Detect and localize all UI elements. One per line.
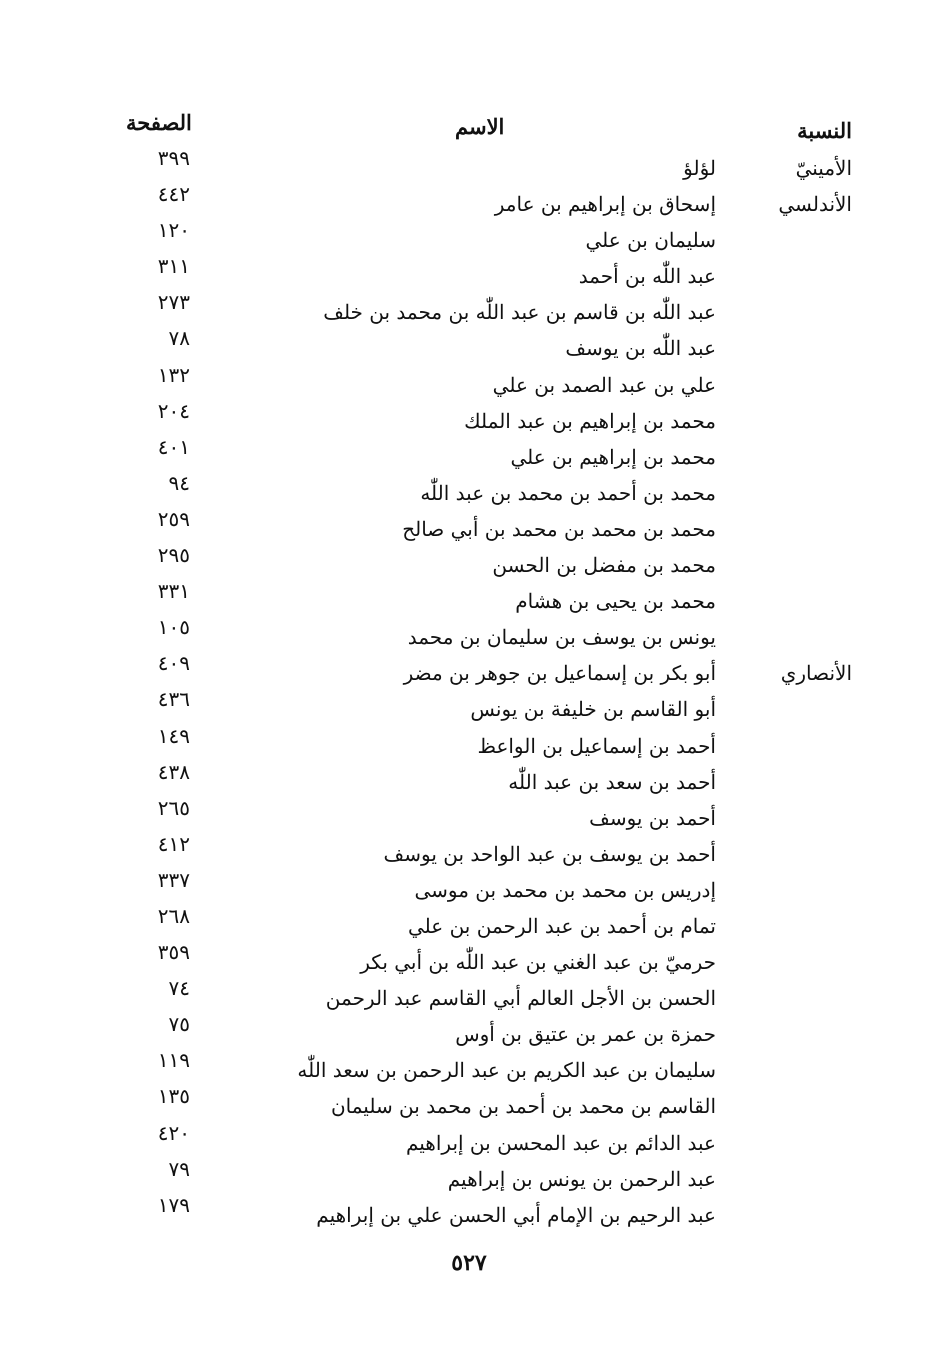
row-page: ٧٥ (168, 1012, 190, 1037)
table-row (0, 579, 938, 615)
row-name: أحمد بن يوسف (589, 805, 716, 830)
row-nisba: الأنصاري (780, 661, 852, 686)
table-row (0, 218, 938, 254)
row-page: ٤٤٢ (157, 182, 190, 207)
table-row (0, 940, 938, 976)
row-name: محمد بن إبراهيم بن عبد الملك (464, 408, 716, 433)
row-name: القاسم بن محمد بن أحمد بن محمد بن سليمان (330, 1094, 716, 1119)
table-row (0, 326, 938, 362)
row-name: عبد الرحمن بن يونس بن إبراهيم (447, 1166, 716, 1191)
row-name: الحسن بن الأجل العالم أبي القاسم عبد الرحمن (325, 986, 716, 1011)
table-row (0, 1193, 938, 1229)
row-page: ٢٦٥ (157, 795, 190, 820)
row-page: ٢٠٤ (157, 398, 190, 423)
header-page: الصفحة (126, 110, 192, 135)
row-name: محمد بن محمد بن محمد بن أبي صالح (402, 516, 716, 541)
row-page: ١٣٢ (157, 362, 190, 387)
row-page: ٤٢٠ (157, 1120, 190, 1145)
row-page: ٣٣١ (157, 579, 190, 604)
table-row (0, 1121, 938, 1157)
table-row (0, 868, 938, 904)
row-page: ١٧٩ (157, 1192, 190, 1217)
row-name: حرميّ بن عبد الغني بن عبد اللّٰه بن أبي بكر (360, 950, 716, 975)
row-page: ٢٩٥ (157, 543, 190, 568)
row-nisba: الأندلسي (778, 192, 852, 217)
table-row (0, 1084, 938, 1120)
row-page: ٣٣٧ (157, 867, 190, 892)
row-page: ٣٩٩ (157, 146, 190, 170)
row-nisba: الأمينيّ (795, 156, 852, 180)
row-page: ١٤٩ (157, 723, 190, 748)
row-name: أحمد بن إسماعيل بن الواعظ (477, 733, 716, 758)
table-row (0, 471, 938, 507)
table-row (0, 724, 938, 760)
table-row (0, 760, 938, 796)
row-page: ٧٩ (168, 1156, 190, 1181)
table-row (0, 904, 938, 940)
row-page: ٤٠١ (157, 434, 190, 459)
row-name: عبد اللّٰه بن يوسف (565, 336, 716, 361)
row-page: ١٣٥ (157, 1084, 190, 1109)
row-name: تمام بن أحمد بن عبد الرحمن بن علي (408, 913, 716, 938)
row-name: أحمد بن سعد بن عبد اللّٰه (508, 769, 716, 794)
row-name: علي بن عبد الصمد بن علي (492, 372, 716, 397)
row-page: ٤٣٨ (157, 759, 190, 784)
row-page: ١٢٠ (157, 218, 190, 243)
table-row (0, 254, 938, 290)
row-page: ٤٠٩ (157, 651, 190, 676)
table-row (0, 290, 938, 326)
row-name: محمد بن إبراهيم بن علي (510, 444, 716, 469)
table-row (0, 1012, 938, 1048)
table-row (0, 507, 938, 543)
table-row (0, 1157, 938, 1193)
table-row (0, 832, 938, 868)
table-row (0, 435, 938, 471)
table-row (0, 363, 938, 399)
header-nisba: النسبة (797, 118, 852, 143)
row-name: عبد اللّٰه بن أحمد (578, 264, 716, 289)
row-page: ٢٧٣ (157, 290, 190, 315)
row-page: ١٠٥ (157, 615, 190, 640)
row-name: عبد اللّٰه بن قاسم بن عبد اللّٰه بن محمد بن خلف (323, 300, 716, 325)
row-page: ٤٣٦ (157, 687, 190, 712)
row-name: عبد الدائم بن عبد المحسن بن إبراهيم (405, 1130, 716, 1155)
table-row (0, 399, 938, 435)
row-name: أبو بكر بن إسماعيل بن جوهر بن مضر (403, 661, 716, 686)
header-name: الاسم (455, 114, 505, 139)
row-page: ٧٨ (168, 326, 190, 351)
row-page: ٩٤ (168, 470, 190, 495)
row-name: محمد بن يحيى بن هشام (515, 589, 716, 614)
table-row (0, 687, 938, 723)
table-row (0, 543, 938, 579)
row-name: إسحاق بن إبراهيم بن عامر (494, 192, 716, 217)
table-row (0, 146, 938, 182)
index-table (0, 146, 938, 1229)
row-name: إدريس بن محمد بن محمد بن موسى (414, 877, 716, 902)
row-page: ٣٥٩ (157, 940, 190, 965)
row-name: أبو القاسم بن خليفة بن يونس (470, 697, 716, 722)
row-page: ٢٦٨ (157, 903, 190, 928)
row-name: محمد بن أحمد بن محمد بن عبد اللّٰه (420, 480, 716, 505)
row-name: لؤلؤ (683, 156, 716, 180)
row-page: ٧٤ (168, 976, 190, 1001)
row-page: ١١٩ (157, 1048, 190, 1073)
table-row (0, 182, 938, 218)
table-row (0, 615, 938, 651)
row-name: عبد الرحيم بن الإمام أبي الحسن علي بن إبراهيم (316, 1202, 716, 1227)
table-row (0, 976, 938, 1012)
row-name: حمزة بن عمر بن عتيق بن أوس (455, 1022, 716, 1047)
page-number: ٥٢٧ (451, 1250, 487, 1276)
row-page: ٢٥٩ (157, 506, 190, 531)
row-name: يونس بن يوسف بن سليمان بن محمد (407, 625, 716, 650)
row-page: ٤١٢ (157, 831, 190, 856)
row-name: محمد بن مفضل بن الحسن (492, 553, 716, 578)
table-row (0, 796, 938, 832)
row-page: ٣١١ (157, 254, 190, 279)
row-name: سليمان بن علي (585, 228, 716, 253)
table-row (0, 651, 938, 687)
row-name: سليمان بن عبد الكريم بن عبد الرحمن بن سعد اللّٰه (297, 1058, 716, 1083)
row-name: أحمد بن يوسف بن عبد الواحد بن يوسف (383, 841, 716, 866)
table-row (0, 1048, 938, 1084)
